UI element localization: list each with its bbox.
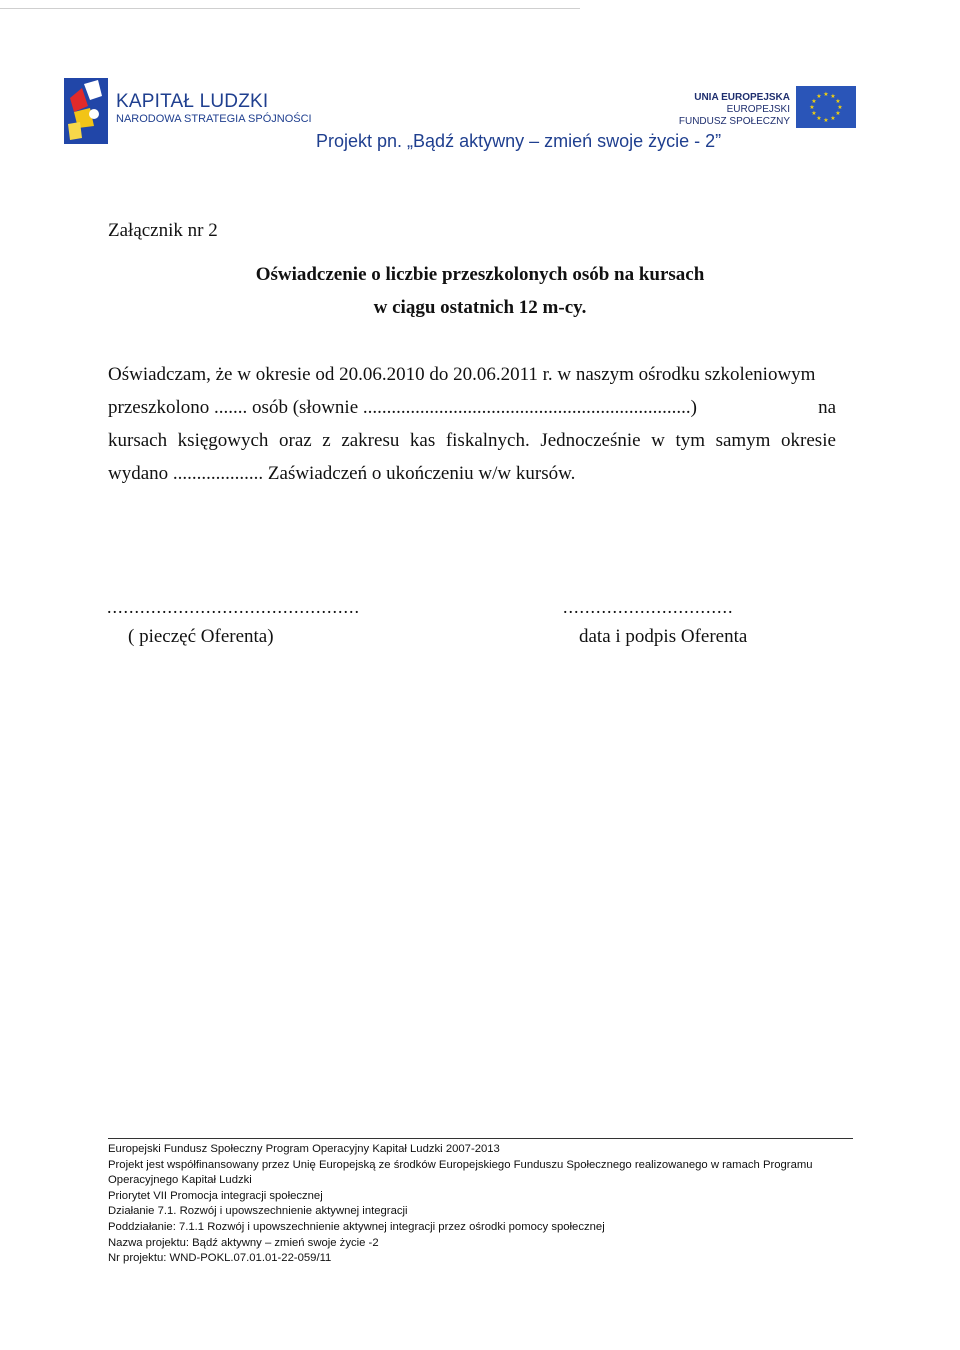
svg-text:★: ★ (809, 104, 815, 111)
word: kas (409, 430, 436, 451)
svg-text:★: ★ (830, 115, 836, 122)
word: tym (675, 430, 705, 451)
word: z (322, 430, 331, 451)
svg-text:★: ★ (811, 98, 817, 105)
svg-text:★: ★ (830, 93, 836, 100)
eu-branding (679, 92, 790, 128)
kapital-ludzki-logo-icon (64, 78, 108, 144)
statement-line-3 (108, 430, 836, 452)
top-rule (0, 8, 580, 9)
stamp-signature-line: .............................................. (107, 597, 360, 617)
footer-line: Nazwa projektu: Bądź aktywny – zmień swoje życie -2 (108, 1236, 379, 1249)
svg-text:★: ★ (835, 98, 841, 105)
kl-title: KAPITAŁ LUDZKI (116, 91, 269, 112)
eu-line-2: EUROPEJSKI (726, 104, 790, 115)
eu-line-1: UNIA EUROPEJSKA (694, 92, 790, 103)
word: kursach (108, 430, 168, 451)
word: Jednocześnie (540, 430, 641, 451)
stamp-label: ( pieczęć Oferenta) (128, 626, 274, 647)
statement-line-2-text: przeszkolono ....... osób (słownie .....................................................................) (108, 397, 697, 418)
footer-line: Poddziałanie: 7.1.1 Rozwój i upowszechnienie aktywnej integracji przez ośrodki pomocy społecznej (108, 1220, 605, 1233)
word: zakresu (341, 430, 400, 451)
document-heading-line-2: w ciągu ostatnich 12 m-cy. (373, 297, 587, 318)
footer-line: Europejski Fundusz Społeczny Program Operacyjny Kapitał Ludzki 2007-2013 (108, 1143, 500, 1155)
statement-line-2-end: na (818, 397, 836, 418)
svg-text:★: ★ (835, 110, 841, 117)
eu-line-3: FUNDUSZ SPOŁECZNY (678, 116, 790, 127)
document-heading-line-1: Oświadczenie o liczbie przeszkolonych osób na kursach (255, 264, 705, 285)
annex-number: Załącznik nr 2 (108, 220, 218, 241)
statement-line-4: wydano ................... Zaświadczeń o ukończeniu w/w kursów. (108, 463, 576, 484)
word: oraz (279, 430, 312, 451)
word: w (651, 430, 665, 451)
svg-text:★: ★ (823, 117, 829, 124)
svg-text:★: ★ (837, 104, 843, 111)
project-title: Projekt pn. „Bądź aktywny – zmień swoje życie - 2” (316, 131, 722, 151)
word: samym (715, 430, 771, 451)
svg-text:★: ★ (811, 110, 817, 117)
svg-text:★: ★ (823, 91, 829, 98)
footer-line: Priorytet VII Promocja integracji społecznej (108, 1189, 323, 1202)
footer-line: Projekt jest współfinansowany przez Unię Europejską ze środków Europejskiego Funduszu Społecznego realizowanego w ramach Programu (108, 1158, 813, 1171)
svg-text:★: ★ (816, 115, 822, 122)
word: fiskalnych. (445, 430, 530, 451)
word: okresie (781, 430, 836, 451)
date-signature-label: data i podpis Oferenta (579, 626, 748, 647)
footer-line: Nr projektu: WND-POKL.07.01.01-22-059/11 (108, 1252, 332, 1265)
footer-divider (108, 1138, 853, 1139)
svg-text:★: ★ (816, 93, 822, 100)
statement-line-1: Oświadczam, że w okresie od 20.06.2010 do 20.06.2011 r. w naszym ośrodku szkoleniowym (108, 364, 816, 385)
kl-subtitle: NARODOWA STRATEGIA SPÓJNOŚCI (116, 113, 312, 125)
kapital-ludzki-branding (116, 92, 312, 126)
date-signature-line: ............................... (563, 597, 734, 617)
statement-line-2 (108, 397, 836, 419)
eu-flag-icon (796, 86, 856, 128)
footer-line: Działanie 7.1. Rozwój i upowszechnienie aktywnej integracji (108, 1205, 408, 1218)
footer (108, 1142, 858, 1267)
footer-line: Operacyjnego Kapitał Ludzki (108, 1174, 252, 1187)
word: księgowych (177, 430, 269, 451)
